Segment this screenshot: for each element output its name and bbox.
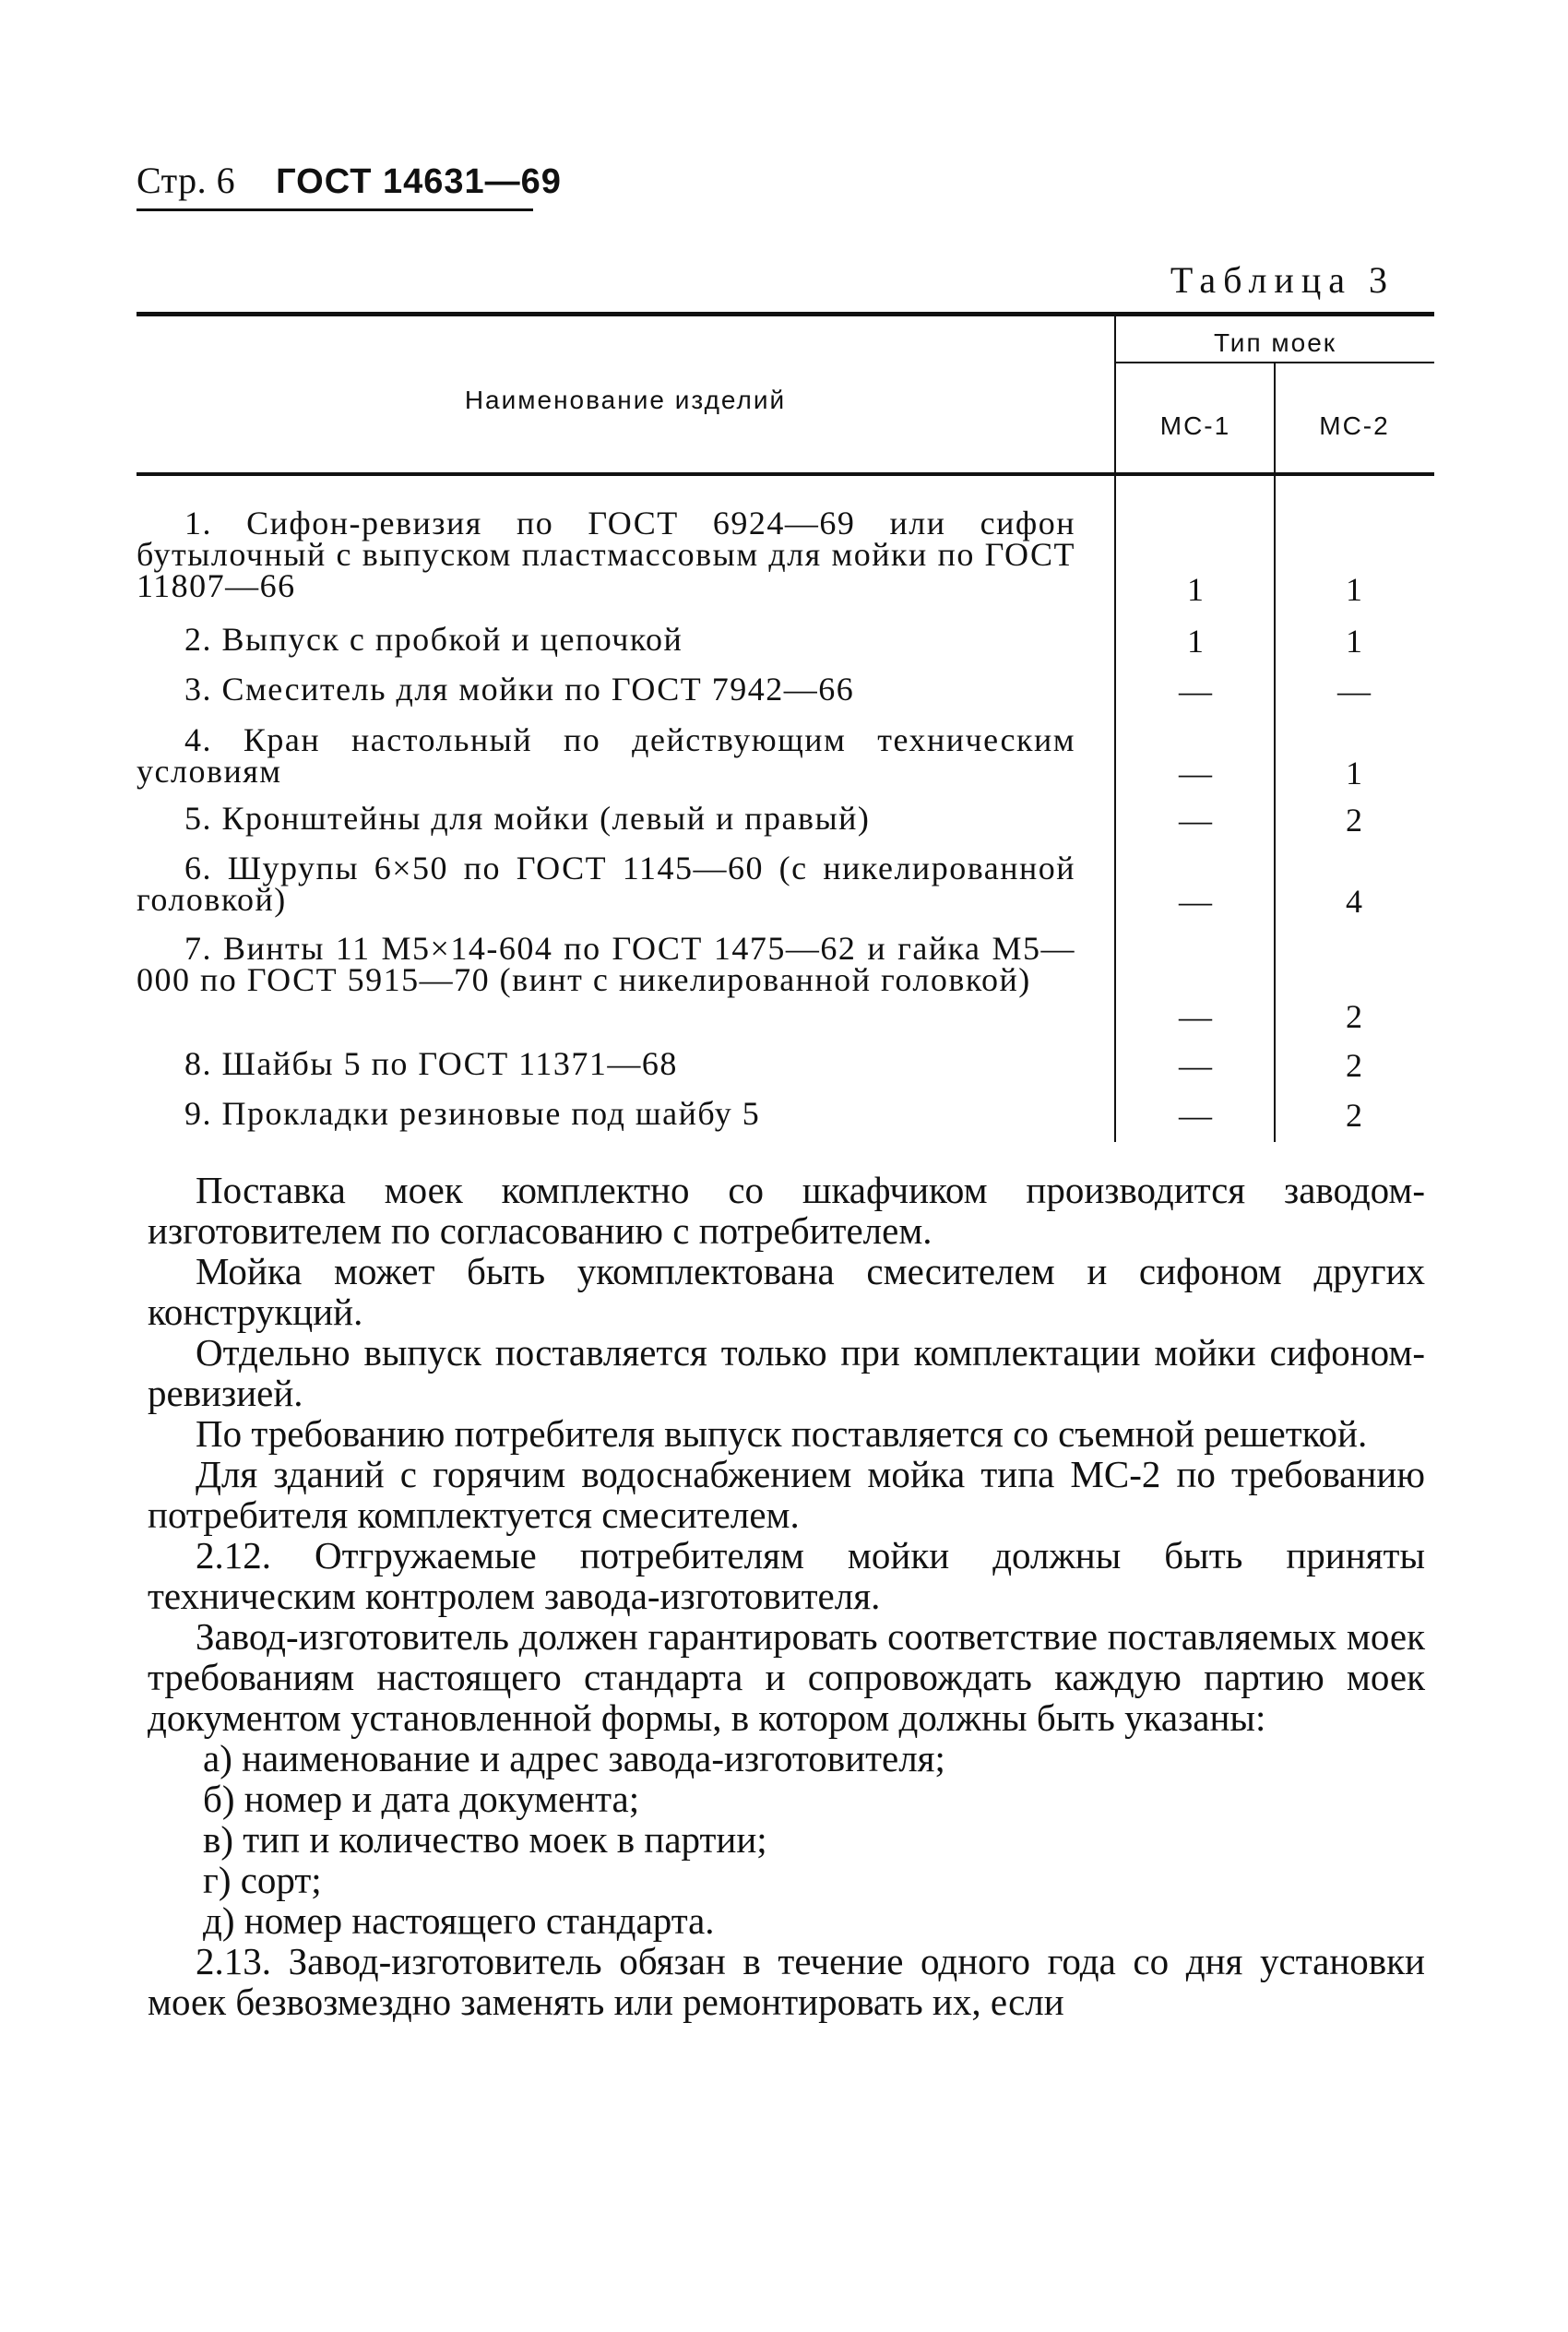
- paragraph: Завод-изготовитель должен гарантировать соответствие поставляемых моек требованиям настоящего стандарта и сопровождать каждую партию моек документом установленной формы, в котором должны быть указаны:: [148, 1615, 1425, 1739]
- row-mc2: —: [1337, 672, 1371, 709]
- paragraph: Мойка может быть укомплектована смесителем и сифоном других конструкций.: [148, 1250, 1425, 1333]
- table-header-bottom-rule: [137, 472, 1434, 476]
- table-row: [137, 1095, 1434, 1134]
- row-mc2: 2: [1346, 1047, 1362, 1084]
- row-name: 4. Кран настольный по действующим техническим условиям: [137, 721, 1075, 790]
- row-mc2: 1: [1346, 571, 1362, 608]
- list-item: д) номер настоящего стандарта.: [203, 1899, 715, 1942]
- paragraph: Для зданий с горячим водоснабжением мойка типа МС-2 по требованию потребителя комплектуется смесителем.: [148, 1453, 1425, 1536]
- row-mc1: —: [1179, 998, 1212, 1035]
- row-name: 8. Шайбы 5 по ГОСТ 11371—68: [184, 1045, 678, 1082]
- standard-number: ГОСТ 14631—69: [276, 162, 562, 201]
- row-mc2: 2: [1346, 998, 1362, 1035]
- paragraph: Отдельно выпуск поставляется только при комплектации мойки сифоном-ревизией.: [148, 1331, 1425, 1414]
- list-item: а) наименование и адрес завода-изготовителя;: [203, 1737, 945, 1779]
- row-mc1: —: [1179, 802, 1212, 839]
- table-top-rule: [137, 312, 1434, 316]
- row-mc1: —: [1179, 1097, 1212, 1134]
- page-number: Стр. 6: [137, 160, 236, 201]
- row-mc2: 1: [1346, 755, 1362, 791]
- row-mc1: —: [1179, 755, 1212, 791]
- paragraph: По требованию потребителя выпуск поставляется со съемной решеткой.: [196, 1412, 1368, 1455]
- row-mc1: —: [1179, 883, 1212, 920]
- row-name: 7. Винты 11 М5×14-604 по ГОСТ 1475—62 и гайка М5—000 по ГОСТ 5915—70 (винт с никелированной головкой): [137, 930, 1075, 998]
- row-mc2: 1: [1346, 623, 1362, 660]
- section-2-13: 2.13. Завод-изготовитель обязан в течение одного года со дня установки моек безвозмездно заменять или ремонтировать их, если: [148, 1940, 1425, 2023]
- body-text: [148, 1170, 1425, 2022]
- paragraph: Поставка моек комплектно со шкафчиком производится заводом-изготовителем по согласованию с потребителем.: [148, 1169, 1425, 1252]
- row-name: 5. Кронштейны для мойки (левый и правый): [184, 800, 871, 837]
- table-row: [137, 621, 1434, 660]
- column-group-header: Тип моек: [1213, 328, 1337, 357]
- row-name: 9. Прокладки резиновые под шайбу 5: [184, 1095, 761, 1132]
- table-row: [137, 850, 1434, 920]
- row-mc1: —: [1179, 1047, 1212, 1084]
- row-name: 1. Сифон-ревизия по ГОСТ 6924—69 или сифон бутылочный с выпуском пластмассовым для мойки по ГОСТ 11807—66: [137, 505, 1075, 604]
- table-row: [137, 673, 1434, 707]
- table-caption: Таблица 3: [1170, 259, 1395, 301]
- table-row: [137, 930, 1434, 1035]
- header-underline: [137, 208, 533, 211]
- list-item: г) сорт;: [203, 1859, 322, 1901]
- table-row: [137, 721, 1434, 791]
- row-mc1: 1: [1187, 571, 1204, 608]
- section-2-12: 2.12. Отгружаемые потребителям мойки должны быть приняты техническим контролем завода-изготовителя.: [148, 1534, 1425, 1617]
- row-name: 3. Смеситель для мойки по ГОСТ 7942—66: [184, 671, 855, 708]
- row-mc2: 2: [1346, 802, 1362, 839]
- row-name: 2. Выпуск с пробкой и цепочкой: [184, 621, 683, 658]
- table-row: [137, 800, 1434, 839]
- column-header-mc1: МС-1: [1159, 411, 1231, 440]
- page-header: [137, 159, 562, 202]
- row-mc1: 1: [1187, 623, 1204, 660]
- row-mc2: 2: [1346, 1097, 1362, 1134]
- list-item: в) тип и количество моек в партии;: [203, 1818, 767, 1861]
- row-name: 6. Шурупы 6×50 по ГОСТ 1145—60 (с никелированной головкой): [137, 850, 1075, 918]
- row-mc1: —: [1179, 672, 1212, 709]
- table-row: [137, 1045, 1434, 1084]
- column-header-name: Наименование изделий: [464, 386, 787, 414]
- table-row: [137, 505, 1434, 608]
- column-header-mc2: МС-2: [1319, 411, 1390, 440]
- row-mc2: 4: [1346, 883, 1362, 920]
- list-item: б) номер и дата документа;: [203, 1778, 640, 1820]
